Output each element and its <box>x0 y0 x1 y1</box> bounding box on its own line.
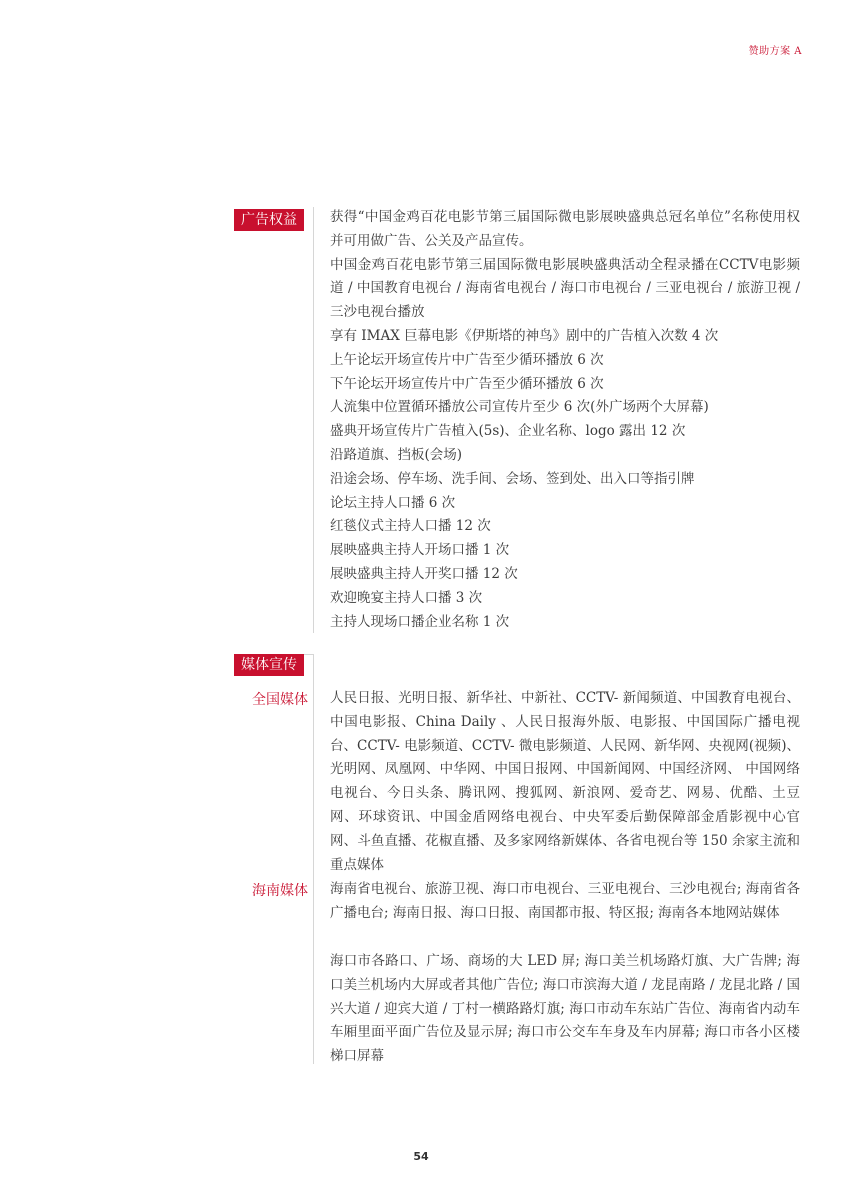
hainan-media-paragraph: 海南省电视台、旅游卫视、海口市电视台、三亚电视台、三沙电视台; 海南省各广播电台; 海南日报、海口日报、南国都市报、特区报; 海南各本地网站媒体 <box>330 881 800 921</box>
haikou-outdoor-media-paragraph: 海口市各路口、广场、商场的大 LED 屏; 海口美兰机场路灯旗、大广告牌; 海口美兰机场内大屏或者其他广告位; 海口市滨海大道 / 龙昆南路 / 龙昆北路 / 国兴大道 / 迎宾大道 / 丁村一横路路灯旗; 海口市动车东站广告位、海南省内动车车厢里面平面广告位及显示屏; 海口市公交车车身及车内屏幕; 海口市各小区楼梯口屏幕 <box>330 953 800 1065</box>
national-media-paragraph: 人民日报、光明日报、新华社、中新社、CCTV- 新闻频道、中国教育电视台、中国电影报、China Daily 、人民日报海外版、电影报、中国国际广播电视台、CCTV- 电影频道、CCTV- 微电影频道、人民网、新华网、央视网(视频)、光明网、凤凰网、中华网、中国日报网、中国新闻网、中国经济网、 中国网络电视台、今日头条、腾讯网、搜狐网、新浪网、爱奇艺、网易、优酷、土豆网、环球资讯、中国金盾网络电视台、中央军委后勤保障部金盾影视中心官网、斗鱼直播、花椒直播、及多家网络新媒体、各省电视台等 150 余家主流和重点媒体 <box>330 690 800 873</box>
ad-rights-item: 红毯仪式主持人口播 12 次 <box>330 518 491 535</box>
national-media-text <box>330 687 800 877</box>
hainan-media-label: 海南媒体 <box>252 883 308 899</box>
document-section-tag: 赞助方案 A <box>748 46 802 57</box>
ad-rights-item: 人流集中位置循环播放公司宣传片至少 6 次(外广场两个大屏幕) <box>330 399 709 416</box>
ad-rights-item: 获得“中国金鸡百花电影节第三届国际微电影展映盛典总冠名单位”名称使用权并可用做广告、公关及产品宣传。 <box>330 209 800 249</box>
ad-rights-item: 欢迎晚宴主持人口播 3 次 <box>330 589 483 606</box>
media-label: 媒体宣传 <box>234 654 304 676</box>
ad-rights-item: 中国金鸡百花电影节第三届国际微电影展映盛典活动全程录播在CCTV电影频道 / 中国教育电视台 / 海南省电视台 / 海口市电视台 / 三亚电视台 / 旅游卫视 / 三沙电视台播放 <box>330 256 800 321</box>
page-number: 54 <box>413 1150 429 1163</box>
ad-rights-item: 展映盛典主持人开奖口播 12 次 <box>330 565 518 582</box>
hainan-media-text <box>330 878 800 926</box>
ad-rights-item: 上午论坛开场宣传片中广告至少循环播放 6 次 <box>330 351 604 368</box>
national-media-label: 全国媒体 <box>252 692 308 708</box>
ad-rights-item: 沿路道旗、挡板(会场) <box>330 446 463 463</box>
haikou-outdoor-media-text <box>330 950 800 1069</box>
ad-rights-divider <box>313 207 314 633</box>
ad-rights-item: 主持人现场口播企业名称 1 次 <box>330 613 510 630</box>
ad-rights-item: 盛典开场宣传片广告植入(5s)、企业名称、logo 露出 12 次 <box>330 423 686 440</box>
ad-rights-list <box>330 206 800 634</box>
ad-rights-item: 享有 IMAX 巨幕电影《伊斯塔的神鸟》剧中的广告植入次数 4 次 <box>330 327 719 344</box>
ad-rights-item: 下午论坛开场宣传片中广告至少循环播放 6 次 <box>330 375 604 392</box>
ad-rights-item: 沿途会场、停车场、洗手间、会场、签到处、出入口等指引牌 <box>330 470 695 487</box>
ad-rights-item: 展映盛典主持人开场口播 1 次 <box>330 542 510 559</box>
media-divider <box>313 654 314 1064</box>
ad-rights-label: 广告权益 <box>234 209 304 231</box>
ad-rights-item: 论坛主持人口播 6 次 <box>330 494 456 511</box>
